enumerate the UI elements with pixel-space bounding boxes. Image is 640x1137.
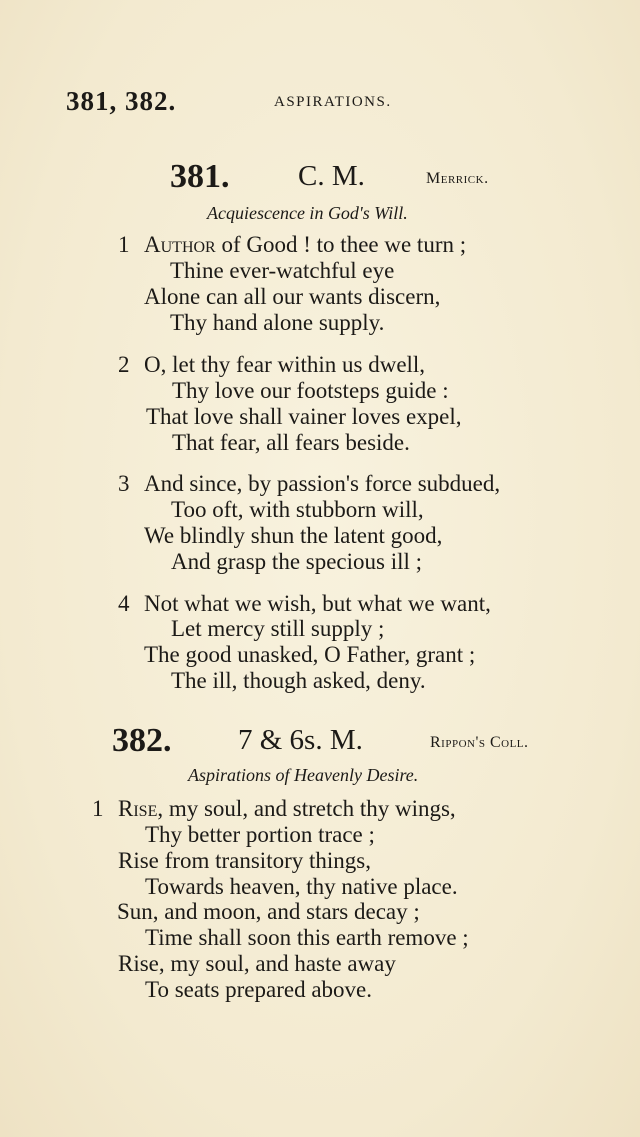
verse-line: And grasp the specious ill ;: [171, 549, 423, 574]
verse-line: The ill, though asked, deny.: [171, 668, 426, 693]
verse-line: That fear, all fears beside.: [172, 430, 410, 455]
verse-number: 3: [118, 471, 130, 496]
hymn-381-subtitle: Acquiescence in God's Will.: [207, 203, 408, 223]
verse-line: To seats prepared above.: [145, 977, 373, 1002]
verse-line: Rise from transitory things,: [118, 848, 371, 873]
verse-line: The good unasked, O Father, grant ;: [144, 642, 476, 667]
running-head-title: ASPIRATIONS.: [274, 94, 392, 110]
running-head-numbers: 381, 382.: [66, 86, 177, 116]
verse-line: Thy better portion trace ;: [145, 822, 375, 847]
hymn-tune: Rippon's Coll.: [430, 734, 529, 751]
hymn-meter: C. M.: [298, 160, 365, 192]
verse-line: 3 And since, by passion's force subdued,: [118, 471, 501, 496]
hymn-382-subtitle: Aspirations of Heavenly Desire.: [188, 765, 419, 785]
verse-line: We blindly shun the latent good,: [144, 523, 443, 548]
hymn-meter: 7 & 6s. M.: [238, 724, 363, 756]
verse-line: Too oft, with stubborn will,: [171, 497, 424, 522]
verse-line: Sun, and moon, and stars decay ;: [117, 899, 420, 924]
verse-line: Thy love our footsteps guide :: [172, 378, 449, 403]
hymn-number: 382.: [112, 722, 172, 759]
verse-line: Rise, my soul, and haste away: [118, 951, 396, 976]
running-head: [66, 86, 586, 118]
hymn-tune: Merrick.: [426, 170, 489, 187]
verse-line: Let mercy still supply ;: [171, 616, 385, 641]
verse-number: 2: [118, 352, 130, 377]
verse-line: Time shall soon this earth remove ;: [145, 925, 469, 950]
hymn-381-header: [170, 158, 630, 198]
hymn-382-header: [112, 722, 572, 762]
verse-line: Thy hand alone supply.: [170, 310, 385, 335]
verse-line: 1 Rise, my soul, and stretch thy wings,: [92, 796, 456, 821]
verse-number: 4: [118, 591, 130, 616]
verse-line: 1 Author of Good ! to thee we turn ;: [118, 232, 467, 257]
verse-line: Alone can all our wants discern,: [144, 284, 441, 309]
verse-first-word: Author: [144, 232, 216, 257]
verse-line: That love shall vainer loves expel,: [146, 404, 462, 429]
verse-line: 2 O, let thy fear within us dwell,: [118, 352, 426, 377]
verse-line: Thine ever-watchful eye: [170, 258, 395, 283]
verse-line: Towards heaven, thy native place.: [145, 874, 458, 899]
verse-first-word: Rise: [118, 796, 158, 821]
verse-number: 1: [92, 796, 104, 821]
verse-line: 4 Not what we wish, but what we want,: [118, 591, 491, 616]
hymn-number: 381.: [170, 158, 230, 195]
verse-number: 1: [118, 232, 130, 257]
